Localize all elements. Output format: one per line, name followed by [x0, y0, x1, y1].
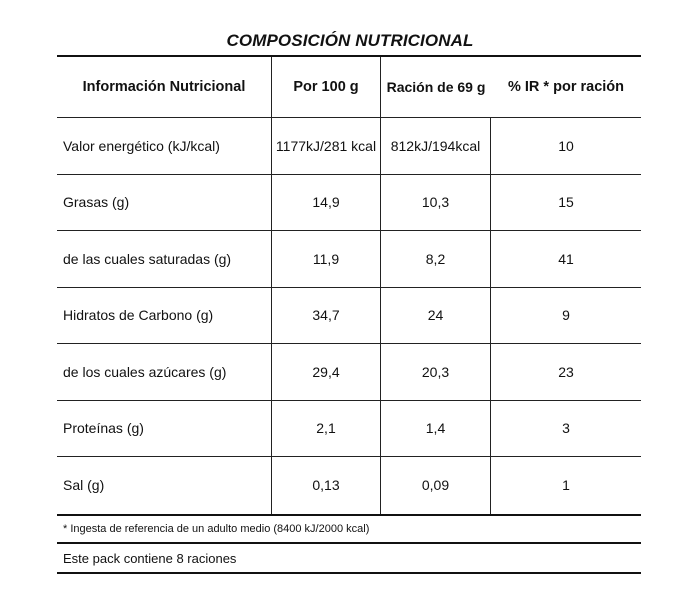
value-per-serving: 812kJ/194kcal: [381, 118, 491, 174]
table-row: [57, 401, 641, 458]
nutrient-label: de las cuales saturadas (g): [57, 231, 272, 287]
value-per-100g: 0,13: [272, 457, 381, 514]
value-ri-percent: 41: [558, 250, 574, 267]
nutrient-label: Hidratos de Carbono (g): [57, 288, 272, 344]
header-per-serving: Ración de 69 g: [386, 79, 486, 95]
value-per-100g: 11,9: [272, 231, 381, 287]
header-information: Información Nutricional: [57, 57, 272, 117]
value-per-serving: 1,4: [381, 401, 491, 457]
nutrient-label: Sal (g): [57, 457, 272, 514]
value-per-serving: 0,09: [381, 457, 491, 514]
value-per-serving: 10,3: [381, 175, 491, 231]
value-ri-percent: 9: [562, 307, 570, 324]
value-ri-percent: 1: [562, 477, 570, 494]
table-row: [57, 231, 641, 288]
table-row: [57, 457, 641, 514]
value-ri-percent: 3: [562, 420, 570, 437]
nutrient-label: Grasas (g): [57, 175, 272, 231]
nutrition-table: [57, 55, 641, 516]
nutrient-label: Proteínas (g): [57, 401, 272, 457]
footnote-text: * Ingesta de referencia de un adulto medio (8400 kJ/2000 kcal): [63, 523, 370, 535]
header-per-100g: Por 100 g: [272, 57, 381, 117]
value-per-serving: 24: [381, 288, 491, 344]
pack-note-row: [57, 544, 641, 574]
table-row: [57, 344, 641, 401]
table-row: [57, 288, 641, 345]
table-row: [57, 118, 641, 175]
value-per-serving: 20,3: [381, 344, 491, 400]
value-per-100g: 1177kJ/281 kcal: [272, 118, 381, 174]
value-per-100g: 2,1: [272, 401, 381, 457]
value-per-100g: 14,9: [272, 175, 381, 231]
value-per-serving: 8,2: [381, 231, 491, 287]
nutrient-label: Valor energético (kJ/kcal): [57, 118, 272, 174]
header-ri-percent: % IR * por ración: [507, 79, 625, 95]
table-row: [57, 175, 641, 232]
value-ri-percent: 10: [558, 137, 574, 154]
value-ri-percent: 23: [558, 363, 574, 380]
value-per-100g: 29,4: [272, 344, 381, 400]
footnote-row: [57, 516, 641, 544]
nutrient-label: de los cuales azúcares (g): [57, 344, 272, 400]
table-header-row: [57, 57, 641, 118]
pack-note-text: Este pack contiene 8 raciones: [63, 551, 237, 566]
table-title: COMPOSICIÓN NUTRICIONAL: [226, 31, 474, 50]
value-per-100g: 34,7: [272, 288, 381, 344]
value-ri-percent: 15: [558, 194, 574, 211]
